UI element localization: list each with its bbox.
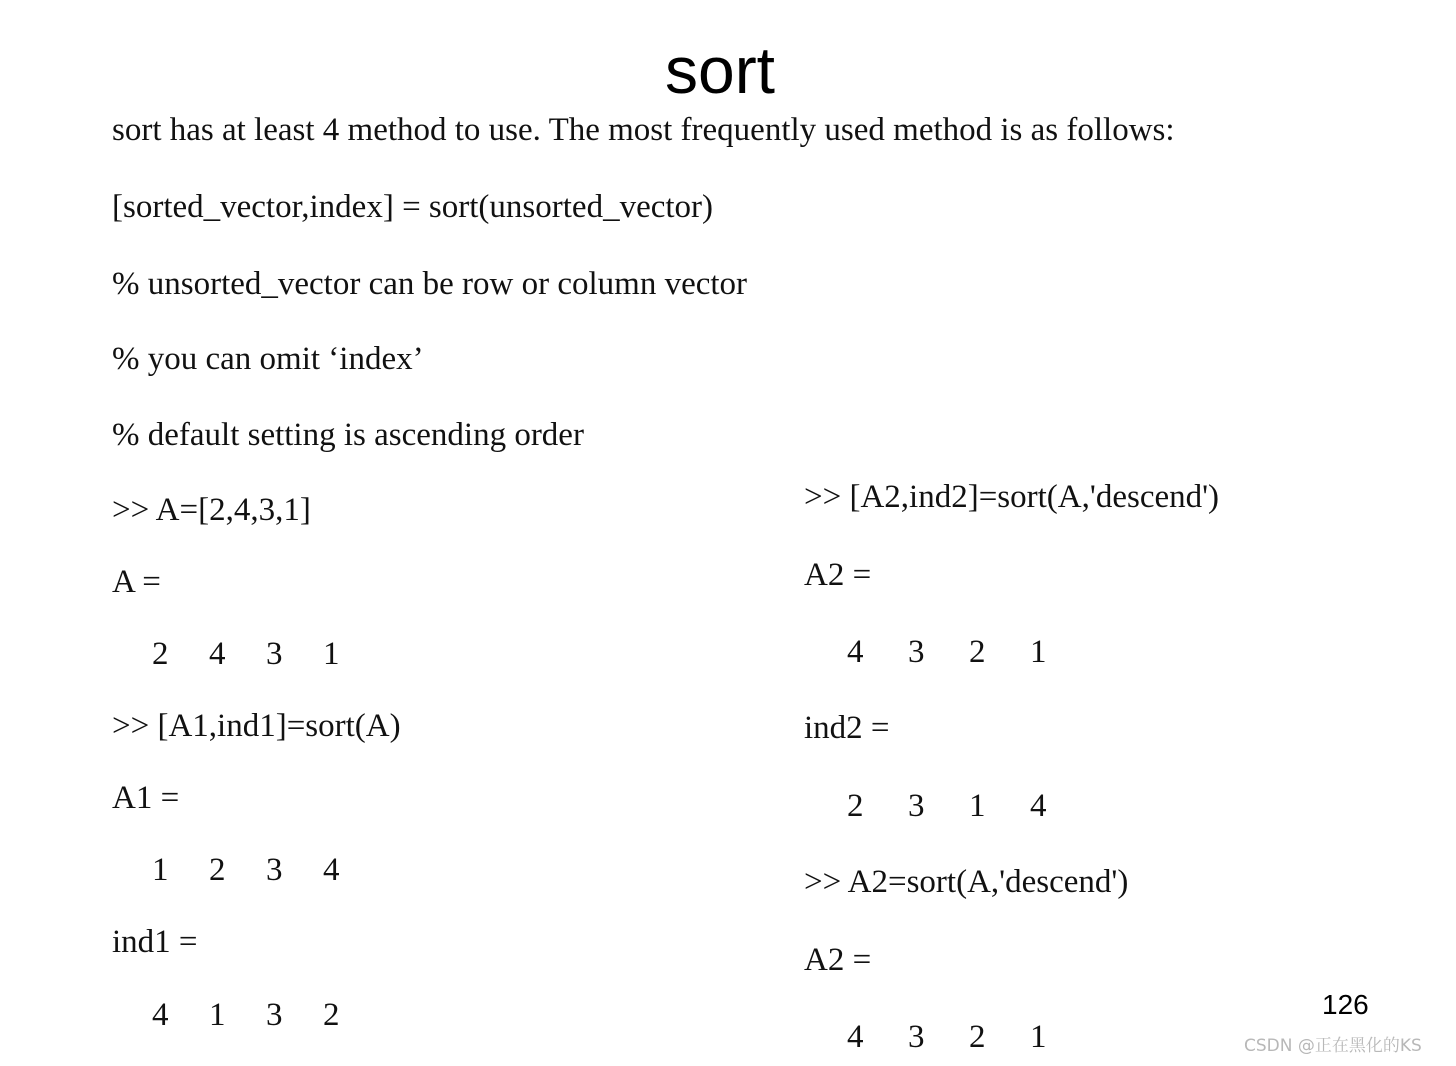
- value-cell: 4: [1030, 788, 1047, 824]
- value-cell: 1: [1030, 634, 1047, 670]
- watermark: CSDN @正在黑化的KS: [1244, 1036, 1422, 1056]
- left-command-2: >> [A1,ind1]=sort(A): [112, 708, 401, 744]
- value-cell: 1: [323, 636, 340, 672]
- syntax-line: [sorted_vector,index] = sort(unsorted_vector): [112, 189, 714, 225]
- value-cell: 4: [209, 636, 226, 672]
- right-output-label-3: A2 =: [804, 942, 872, 978]
- right-output-label-1: A2 =: [804, 557, 872, 593]
- value-cell: 4: [847, 1019, 864, 1055]
- value-cell: 4: [323, 852, 340, 888]
- left-command-1: >> A=[2,4,3,1]: [112, 492, 311, 528]
- value-cell: 3: [908, 634, 925, 670]
- value-cell: 3: [908, 788, 925, 824]
- right-output-label-2: ind2 =: [804, 710, 890, 746]
- right-command-2: >> A2=sort(A,'descend'): [804, 864, 1129, 900]
- left-output-values-3: [152, 995, 380, 1035]
- comment-line-2: % you can omit ‘index’: [112, 341, 424, 377]
- value-cell: 2: [969, 634, 986, 670]
- value-cell: 1: [152, 852, 169, 888]
- left-output-label-1: A =: [112, 564, 161, 600]
- comment-line-3: % default setting is ascending order: [112, 417, 584, 453]
- right-output-values-3: [847, 1017, 1091, 1057]
- value-cell: 2: [969, 1019, 986, 1055]
- value-cell: 2: [152, 636, 169, 672]
- value-cell: 2: [847, 788, 864, 824]
- page-number: 126: [1322, 989, 1369, 1020]
- intro-text: sort has at least 4 method to use. The most frequently used method is as follows:: [112, 112, 1175, 148]
- value-cell: 1: [209, 997, 226, 1033]
- left-output-values-2: [152, 850, 380, 890]
- left-output-label-3: ind1 =: [112, 924, 198, 960]
- value-cell: 3: [908, 1019, 925, 1055]
- value-cell: 4: [152, 997, 169, 1033]
- value-cell: 3: [266, 636, 283, 672]
- value-cell: 2: [323, 997, 340, 1033]
- left-output-values-1: [152, 634, 380, 674]
- value-cell: 3: [266, 997, 283, 1033]
- value-cell: 3: [266, 852, 283, 888]
- right-output-values-2: [847, 786, 1091, 826]
- right-output-values-1: [847, 632, 1091, 672]
- left-output-label-2: A1 =: [112, 780, 180, 816]
- value-cell: 1: [969, 788, 986, 824]
- slide-title: sort: [664, 33, 776, 107]
- comment-line-1: % unsorted_vector can be row or column vector: [112, 266, 748, 302]
- value-cell: 1: [1030, 1019, 1047, 1055]
- value-cell: 2: [209, 852, 226, 888]
- right-command-1: >> [A2,ind2]=sort(A,'descend'): [804, 479, 1220, 515]
- value-cell: 4: [847, 634, 864, 670]
